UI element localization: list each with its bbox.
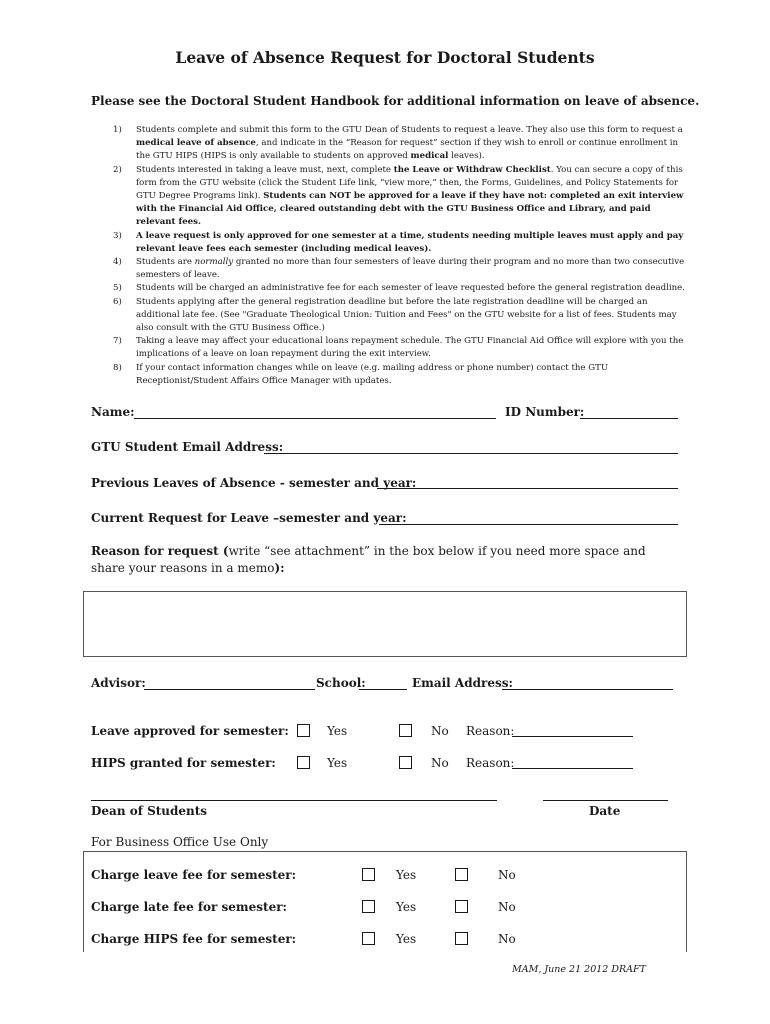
- instruction-text: Students are: [136, 257, 195, 268]
- form-title: Leave of Absence Request for Doctoral Students: [175, 48, 595, 67]
- student-email-label: GTU Student Email Address:: [91, 440, 284, 454]
- reason-label: [91, 543, 651, 577]
- student-email-field[interactable]: [264, 453, 678, 454]
- charge-leave-fee-no-checkbox[interactable]: [455, 868, 468, 881]
- charge-late-fee-no-checkbox[interactable]: [455, 900, 468, 913]
- dean-signature-line[interactable]: [91, 800, 497, 801]
- charge-late-fee-label: Charge late fee for semester:: [91, 900, 287, 914]
- name-label: Name:: [91, 405, 135, 419]
- instruction-text: . You can secure a copy of this form from the GTU website (click the Student Life link, “view more,” then, the Forms, Guidelines, and Policy Statements for GTU Degree Programs link).: [136, 164, 683, 202]
- leave-approved-label: Leave approved for semester:: [91, 724, 289, 738]
- leave-approved-reason-label: Reason:: [466, 724, 515, 738]
- advisor-email-label: Email Address:: [412, 676, 513, 690]
- instruction-item: [91, 335, 691, 361]
- instruction-item: [91, 256, 691, 282]
- instruction-number: 4): [113, 257, 122, 268]
- dean-of-students-label: Dean of Students: [91, 804, 208, 818]
- instruction-item: [91, 296, 691, 336]
- id-number-label: ID Number:: [505, 405, 585, 419]
- charge-hips-fee-yes-label: Yes: [396, 932, 417, 946]
- charge-hips-fee-no-label: No: [498, 932, 516, 946]
- instruction-number: 6): [113, 296, 122, 307]
- charge-hips-fee-no-checkbox[interactable]: [455, 932, 468, 945]
- instruction-item: [91, 362, 691, 388]
- instruction-number: 1): [113, 125, 122, 135]
- previous-leaves-label: Previous Leaves of Absence - semester and year:: [91, 476, 417, 490]
- previous-leaves-field[interactable]: [377, 488, 678, 489]
- instructions-list: [91, 124, 691, 388]
- charge-hips-fee-label: Charge HIPS fee for semester:: [91, 932, 297, 946]
- hips-granted-yes-checkbox[interactable]: [297, 756, 310, 769]
- advisor-email-field[interactable]: [502, 689, 673, 690]
- charge-leave-fee-label: Charge leave fee for semester:: [91, 868, 297, 882]
- instruction-text: Students can NOT be approved for a leave if they have not: completed an exit interview with the Financial Aid Office, cleared outstanding debt with the GTU Business Office and Library, and paid relevant fees.: [136, 191, 684, 228]
- instruction-item: [91, 282, 691, 295]
- draft-footer: MAM, June 21 2012 DRAFT: [512, 964, 646, 975]
- leave-approved-no-label: No: [431, 724, 449, 738]
- reason-label-head: Reason for request (: [91, 544, 229, 558]
- id-number-field[interactable]: [580, 418, 678, 419]
- hips-granted-yes-label: Yes: [327, 756, 348, 770]
- instruction-text: medical: [410, 151, 449, 162]
- instruction-text: the Leave or Withdraw Checklist: [393, 164, 551, 175]
- instruction-text: granted no more than four semesters of leave during their program and no more than two consecutive semesters of leave.: [136, 257, 685, 281]
- instruction-text: , and indicate in the “Reason for request” section if they wish to enroll or continue enrollment in the GTU HIPS (HIPS is only available to students on approved: [136, 138, 679, 162]
- reason-label-tail: ):: [274, 561, 285, 575]
- charge-late-fee-yes-label: Yes: [396, 900, 417, 914]
- business-office-heading: For Business Office Use Only: [91, 835, 269, 849]
- date-signature-line[interactable]: [543, 800, 668, 801]
- instruction-text: If your contact information changes while on leave (e.g. mailing address or phone number) contact the GTU Receptionist/Student Affairs Office Manager with updates.: [136, 362, 609, 386]
- instruction-text: normally: [194, 257, 234, 268]
- leave-approved-no-checkbox[interactable]: [399, 724, 412, 737]
- instruction-item: [91, 164, 691, 230]
- leave-approved-reason-field[interactable]: [512, 736, 633, 737]
- instruction-number: 3): [113, 230, 122, 241]
- instruction-text: medical leave of absence: [136, 138, 256, 149]
- school-label: School:: [316, 676, 366, 690]
- leave-approved-yes-checkbox[interactable]: [297, 724, 310, 737]
- charge-late-fee-yes-checkbox[interactable]: [362, 900, 375, 913]
- instruction-number: 7): [113, 336, 122, 347]
- instruction-text: A leave request is only approved for one semester at a time, students needing multiple leaves must apply and pay relevant leave fees each semester (including medical leaves).: [136, 230, 684, 254]
- charge-leave-fee-yes-checkbox[interactable]: [362, 868, 375, 881]
- hips-granted-no-checkbox[interactable]: [399, 756, 412, 769]
- name-field[interactable]: [134, 418, 496, 419]
- charge-hips-fee-yes-checkbox[interactable]: [362, 932, 375, 945]
- instruction-item: [91, 124, 691, 164]
- instruction-text: Students interested in taking a leave must, next, complete: [136, 164, 394, 175]
- instruction-number: 2): [113, 164, 122, 175]
- school-field[interactable]: [359, 689, 407, 690]
- leave-approved-yes-label: Yes: [327, 724, 348, 738]
- date-label: Date: [589, 804, 621, 818]
- advisor-field[interactable]: [144, 689, 315, 690]
- charge-late-fee-no-label: No: [498, 900, 516, 914]
- instruction-number: 8): [113, 362, 122, 373]
- instruction-item: [91, 230, 691, 256]
- hips-granted-reason-field[interactable]: [512, 768, 633, 769]
- instruction-text: leaves).: [448, 151, 485, 162]
- instruction-text: Students will be charged an administrative fee for each semester of leave requested before the general registration deadline.: [136, 283, 685, 294]
- charge-leave-fee-no-label: No: [498, 868, 516, 882]
- current-request-field[interactable]: [379, 524, 678, 525]
- hips-granted-no-label: No: [431, 756, 449, 770]
- advisor-label: Advisor:: [91, 676, 146, 690]
- charge-leave-fee-yes-label: Yes: [396, 868, 417, 882]
- instruction-text: Students applying after the general registration deadline but before the late registration deadline will be charged an additional late fee. (See "Graduate Theological Union: Tuition and Fees" on the GTU website for a list of fees. Students may also consult with the GTU Business Office.): [136, 296, 677, 334]
- reason-textbox[interactable]: [83, 591, 687, 657]
- instruction-text: Students complete and submit this form to the GTU Dean of Students to request a leave. They also use this form to request a: [136, 125, 683, 135]
- hips-granted-reason-label: Reason:: [466, 756, 515, 770]
- current-request-label: Current Request for Leave –semester and year:: [91, 511, 407, 525]
- instruction-text: Taking a leave may affect your educational loans repayment schedule. The GTU Financial Aid Office will explore with you the implications of a leave on loan repayment during the exit interview.: [136, 336, 684, 360]
- instruction-number: 5): [113, 283, 122, 294]
- handbook-notice: Please see the Doctoral Student Handbook for additional information on leave of absence.: [91, 94, 700, 108]
- hips-granted-label: HIPS granted for semester:: [91, 756, 276, 770]
- reason-label-body: write “see attachment” in the box below if you need more space and share your reasons in a memo: [91, 544, 646, 575]
